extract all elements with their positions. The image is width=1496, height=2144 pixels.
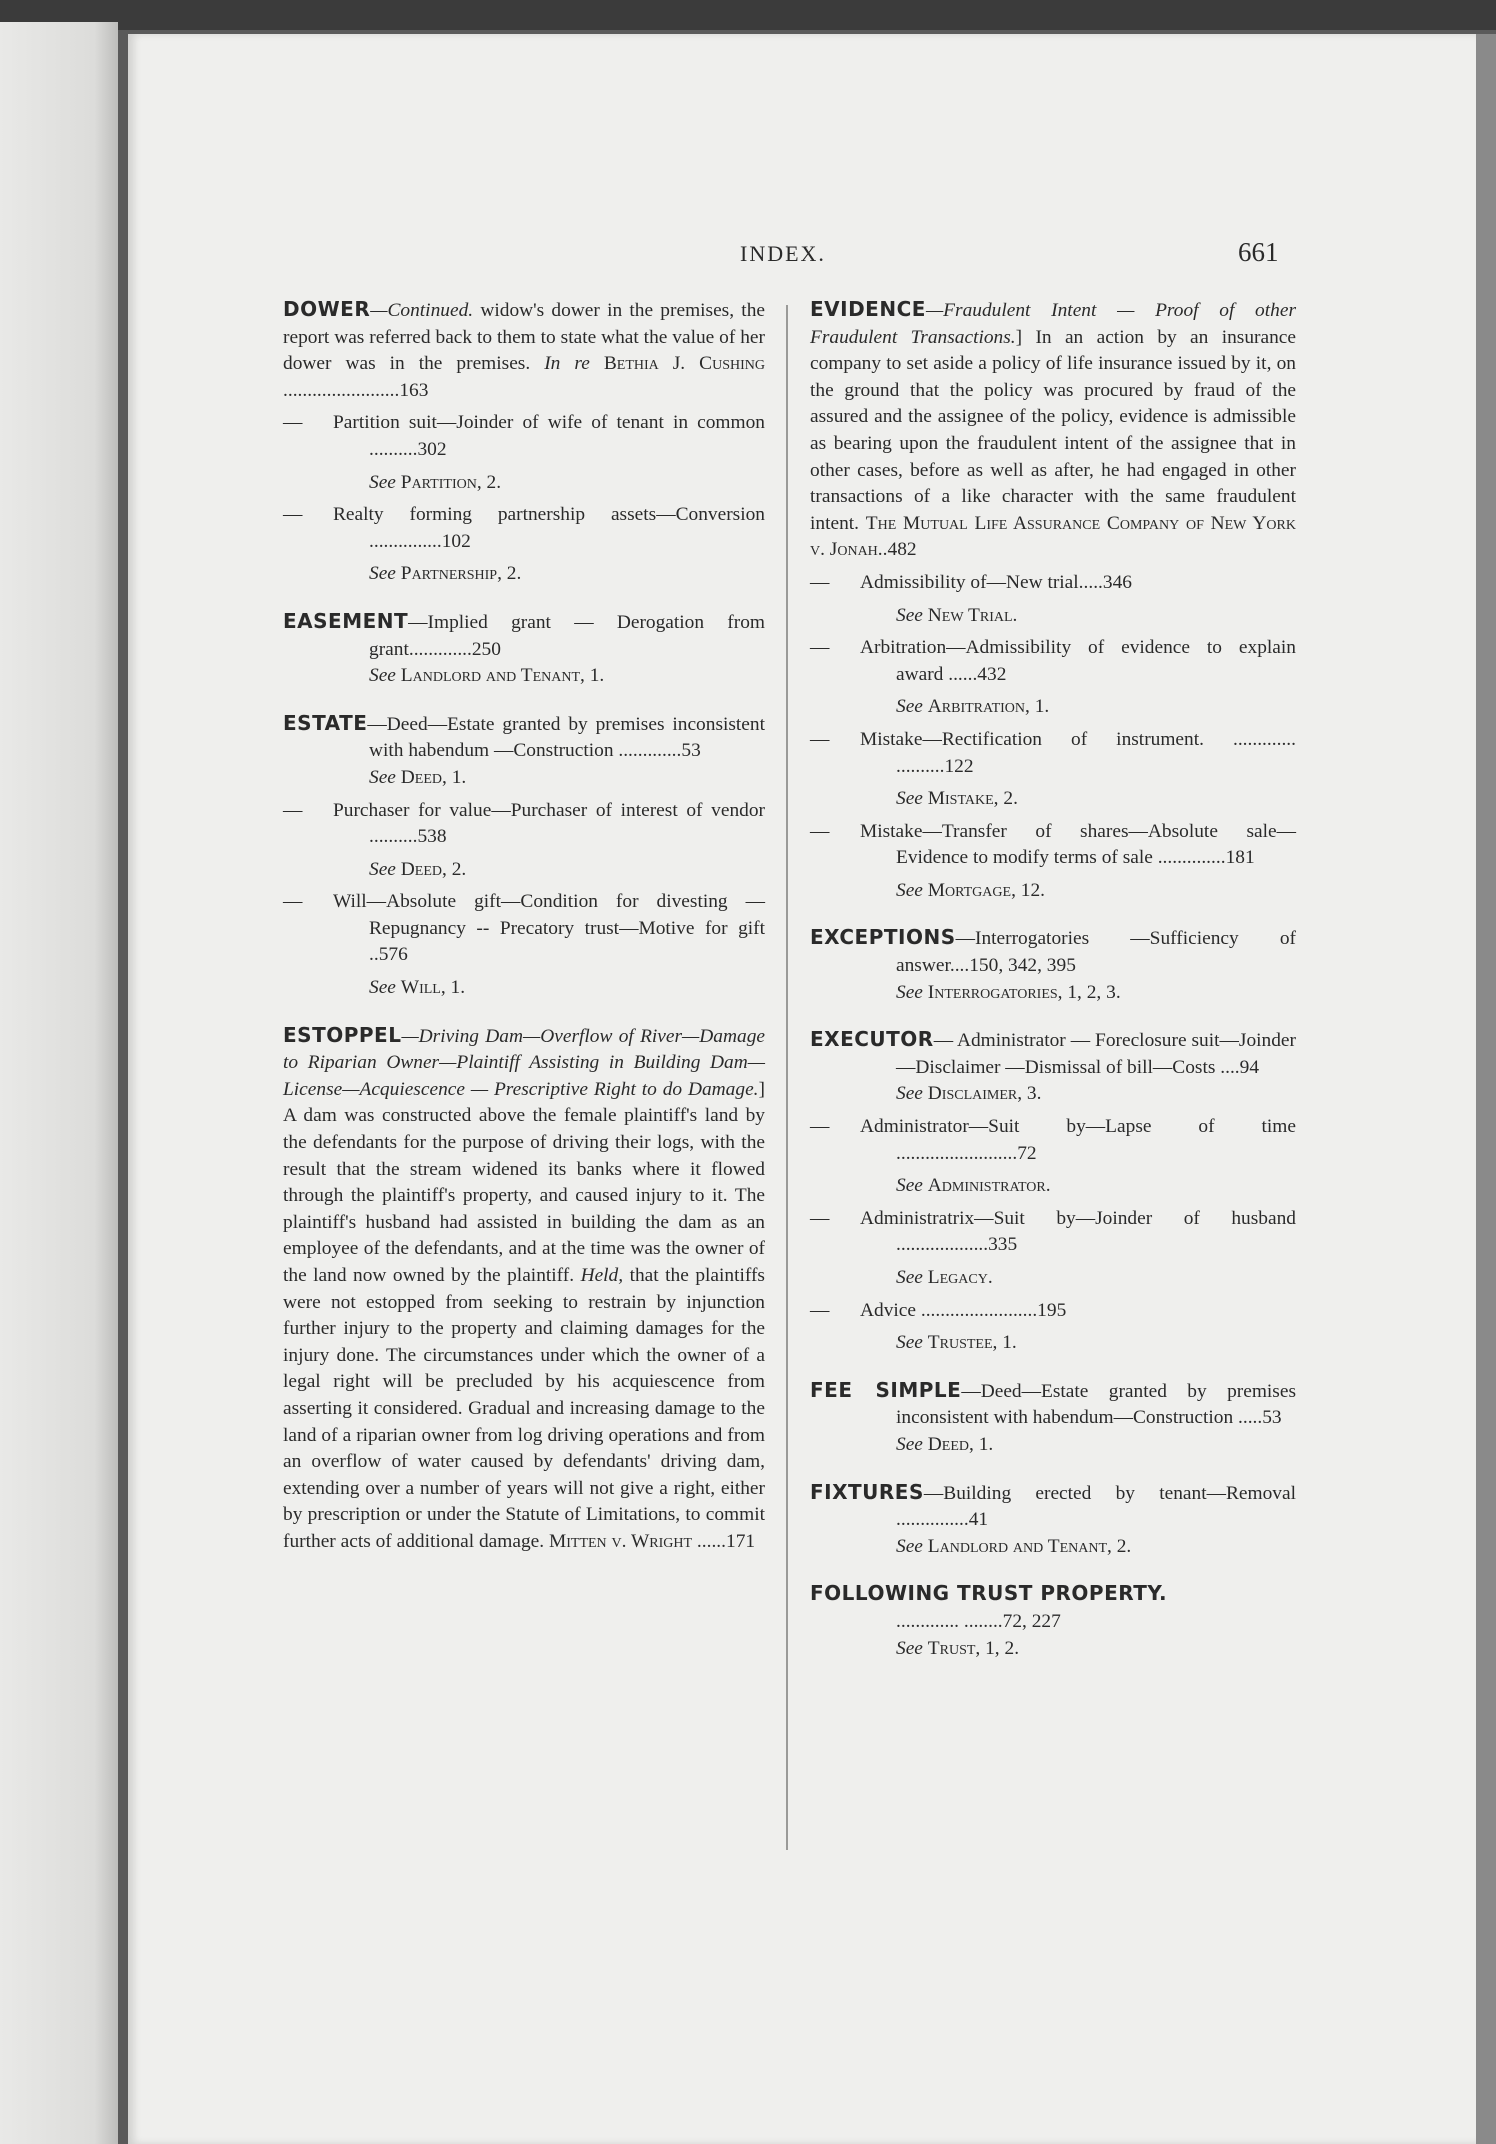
column-divider xyxy=(786,305,788,1850)
entry-text: ] A dam was constructed above the female plaintiff's land by the defendants for the purpose of driving their logs, with the result that the stream widened its banks where it flowed through the plaintiff's property, and caused injury to it. The plaintiff's husband had assisted in building the dam as an employee of the defendants, and at the time was the owner of the land now owned by the plaintiff. xyxy=(283,1078,765,1286)
see-reference: See Trustee, 1. xyxy=(896,1332,1017,1354)
entry-heading: DOWER xyxy=(283,297,371,321)
entry-subject: —Driving Dam—Overflow of River—Damage to Riparian Owner—Plaintiff Assisting in Building Dam—License—Acquiescence — Prescriptive Right to do Damage. xyxy=(283,1025,765,1100)
see-reference: See Legacy. xyxy=(896,1267,993,1288)
entry-text: —Deed—Estate granted by premises inconsistent with habendum—Construction .....53 xyxy=(896,1380,1297,1429)
index-entry-estoppel xyxy=(283,1022,765,1556)
sub-entry: — Administratrix—Suit by—Joinder of husband ...................335 xyxy=(810,1207,1296,1256)
facing-page-edge xyxy=(0,22,118,2144)
entry-heading: ESTATE xyxy=(283,710,368,735)
entry-text: —Building erected by tenant—Removal ...............41 xyxy=(896,1482,1296,1531)
index-entry-estate xyxy=(283,710,765,1002)
sub-entry: — Purchaser for value—Purchaser of interest of vendor ..........538 xyxy=(283,799,765,848)
index-entry-executor xyxy=(810,1026,1296,1357)
see-reference: See Trust, 1, 2. xyxy=(896,1637,1020,1659)
sub-entry: — Will—Absolute gift—Condition for divesting — Repugnancy -- Precatory trust—Motive for gift ..576 xyxy=(283,891,765,966)
see-reference: See New Trial. xyxy=(896,604,1018,626)
continued-label: —Continued. xyxy=(370,300,474,321)
right-column xyxy=(810,296,1296,1682)
sub-entry: — Advice ........................195 xyxy=(810,1299,1067,1321)
see-reference: See Landlord and Tenant, 2. xyxy=(896,1535,1132,1557)
case-prefix: In re xyxy=(544,353,590,375)
entry-text: —Deed—Estate granted by premises inconsistent with habendum —Construction .............53 xyxy=(367,713,765,762)
entry-subject: —Fraudulent Intent — Proof of other Fraudulent Transactions. xyxy=(810,300,1296,348)
index-entry-fixtures xyxy=(810,1479,1296,1561)
case-name: Bethia J. Cushing xyxy=(603,353,765,375)
index-entry-following-trust-property xyxy=(810,1580,1296,1662)
sub-entry: — Realty forming partnership assets—Conversion ...............102 xyxy=(283,504,765,552)
see-reference: See Mistake, 2. xyxy=(896,788,1018,810)
see-reference: See Deed, 1. xyxy=(896,1433,994,1455)
see-reference: See Partnership, 2. xyxy=(369,563,522,585)
see-reference: See Deed, 1. xyxy=(369,766,467,788)
entry-text: widow's dower in the premises, the report was referred back to them to state what the value of her dower was in the premises. xyxy=(283,300,765,375)
scan-top-border xyxy=(0,0,1496,30)
entry-heading: EXECUTOR xyxy=(810,1027,934,1052)
see-reference: See Administrator. xyxy=(896,1175,1051,1197)
see-reference: See Partition, 2. xyxy=(369,471,502,493)
page-number: 661 xyxy=(1238,237,1279,267)
entry-text: —Implied grant — Derogation from grant.............250 xyxy=(369,611,765,660)
see-reference: See Mortgage, 12. xyxy=(896,879,1045,901)
see-reference: See Interrogatories, 1, 2, 3. xyxy=(896,981,1121,1003)
sub-entry: — Mistake—Transfer of shares—Absolute sale—Evidence to modify terms of sale ..............181 xyxy=(810,820,1296,869)
case-name: Mitten v. Wright xyxy=(549,1530,693,1552)
sub-entry: — Partition suit—Joinder of wife of tenant in common ..........302 xyxy=(283,412,765,460)
sub-entry: — Administrator—Suit by—Lapse of time .........................72 xyxy=(810,1116,1296,1164)
entry-heading: FOLLOWING TRUST PROPERTY. xyxy=(810,1581,1168,1606)
entry-text: — Administrator — Foreclosure suit—Joinder—Disclaimer —Dismissal of bill—Costs ....94 xyxy=(896,1030,1296,1078)
entry-heading: FIXTURES xyxy=(810,1479,924,1504)
case-reference: ..482 xyxy=(877,539,917,561)
entry-text: ] In an action by an insurance company to set aside a policy of life insurance issued by it, on the ground that the policy was procured by fraud of the assured and the assignee of the policy, evidence is admissible as bearing upon the fraudulent intent of the assignee that in other cases, before as well as after, he had engaged in other transactions of a like character with the same fraudulent intent. xyxy=(810,326,1296,534)
entry-heading: EXCEPTIONS xyxy=(810,925,956,950)
page-right-edge xyxy=(1476,34,1496,2144)
entry-reference: ............. ........72, 227 xyxy=(896,1610,1061,1632)
sub-entry: — Mistake—Rectification of instrument. ............. ..........122 xyxy=(810,728,1296,777)
left-column xyxy=(283,296,765,1576)
index-entry-exceptions xyxy=(810,924,1296,1006)
entry-heading: EVIDENCE xyxy=(810,297,926,321)
see-reference: See Landlord and Tenant, 1. xyxy=(369,665,605,687)
running-title: INDEX. xyxy=(740,241,826,266)
entry-heading: EASEMENT xyxy=(283,608,409,633)
held-label: Held, xyxy=(580,1265,624,1286)
entry-text: that the plaintiffs were not estopped from seeking to restrain by injunction further injury to the property and claiming damages for the injury done. The circumstances under which the owner of a legal right will be precluded by his acquiescence from asserting it considered. Gradual and increasing damage to the land of a riparian owner from log driving operations and from an overflow of water caused by defendants' driving dam, extending over a number of years will not give a right, either by prescription or under the Statute of Limitations, to commit further acts of additional damage. xyxy=(283,1265,765,1552)
index-entry-fee-simple xyxy=(810,1377,1296,1459)
see-reference: See Will, 1. xyxy=(369,977,466,999)
see-reference: See Disclaimer, 3. xyxy=(896,1083,1042,1105)
case-reference: ......171 xyxy=(696,1530,756,1552)
index-entry-dower xyxy=(283,296,765,588)
case-reference: ........................163 xyxy=(283,379,429,401)
see-reference: See Deed, 2. xyxy=(369,858,467,880)
index-entry-evidence xyxy=(810,296,1296,904)
entry-text: —Interrogatories —Sufficiency of answer....150, 342, 395 xyxy=(896,928,1296,977)
index-entry-easement xyxy=(283,608,765,690)
entry-heading: ESTOPPEL xyxy=(283,1022,402,1047)
page-header xyxy=(0,237,1496,277)
see-reference: See Arbitration, 1. xyxy=(896,696,1050,718)
entry-heading: FEE SIMPLE xyxy=(810,1377,962,1402)
case-name: The Mutual Life Assurance Company of New York v. Jonah xyxy=(810,512,1296,561)
sub-entry: — Admissibility of—New trial.....346 xyxy=(810,571,1132,593)
sub-entry: — Arbitration—Admissibility of evidence to explain award ......432 xyxy=(810,637,1296,685)
